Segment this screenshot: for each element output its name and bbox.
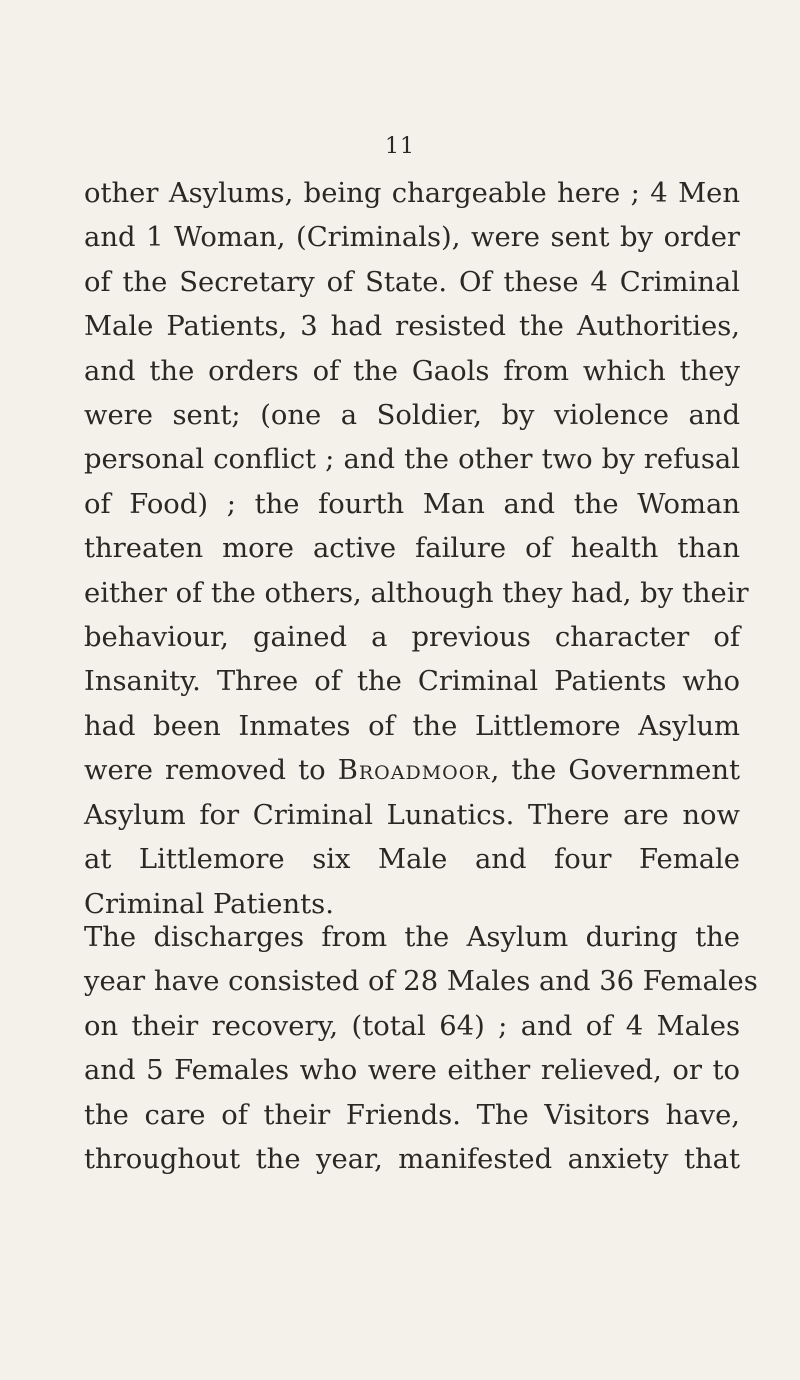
text-line: of the Secretary of State. Of these 4 Criminal xyxy=(84,266,740,298)
text-line: other Asylums, being chargeable here ; 4 Men xyxy=(84,178,740,209)
paragraph-1 xyxy=(84,172,749,927)
text-line: of Food) ; the fourth Man and the Woman xyxy=(84,488,740,520)
text-line: were sent; (one a Soldier, by violence and xyxy=(84,400,740,432)
text-line: and 5 Females who were either relieved, or to xyxy=(84,1055,740,1087)
text-line: behaviour, gained a previous character of xyxy=(84,622,740,654)
text-line: and the orders of the Gaols from which they xyxy=(84,355,740,387)
text-line: throughout the year, manifested anxiety that xyxy=(84,1144,740,1176)
text-line: year have consisted of 28 Males and 36 Females xyxy=(84,966,758,998)
text-line: personal conflict ; and the other two by refusal xyxy=(84,444,740,476)
text-line: Criminal Patients. xyxy=(84,888,334,920)
text-line: and 1 Woman, (Criminals), were sent by order xyxy=(84,222,740,254)
text-line: either of the others, although they had, by their xyxy=(84,577,749,609)
text-line: Insanity. Three of the Criminal Patients who xyxy=(84,666,740,698)
paragraph-2 xyxy=(84,916,758,1182)
text-line: the care of their Friends. The Visitors have, xyxy=(84,1099,740,1131)
text-line: threaten more active failure of health than xyxy=(84,533,740,565)
text-line: The discharges from the Asylum during the xyxy=(84,922,740,953)
text-line: Asylum for Criminal Lunatics. There are now xyxy=(84,799,740,831)
text-line: Male Patients, 3 had resisted the Authorities, xyxy=(84,311,740,343)
text-segment: were removed to xyxy=(84,755,338,787)
text-line: on their recovery, (total 64) ; and of 4 Males xyxy=(84,1010,740,1042)
text-line: at Littlemore six Male and four Female xyxy=(84,844,740,876)
text-segment: , the Government xyxy=(490,755,740,787)
text-line xyxy=(84,749,740,793)
page-number: 11 xyxy=(385,134,415,159)
text-line: had been Inmates of the Littlemore Asylum xyxy=(84,710,740,742)
small-caps-name: Broadmoor xyxy=(337,755,491,787)
